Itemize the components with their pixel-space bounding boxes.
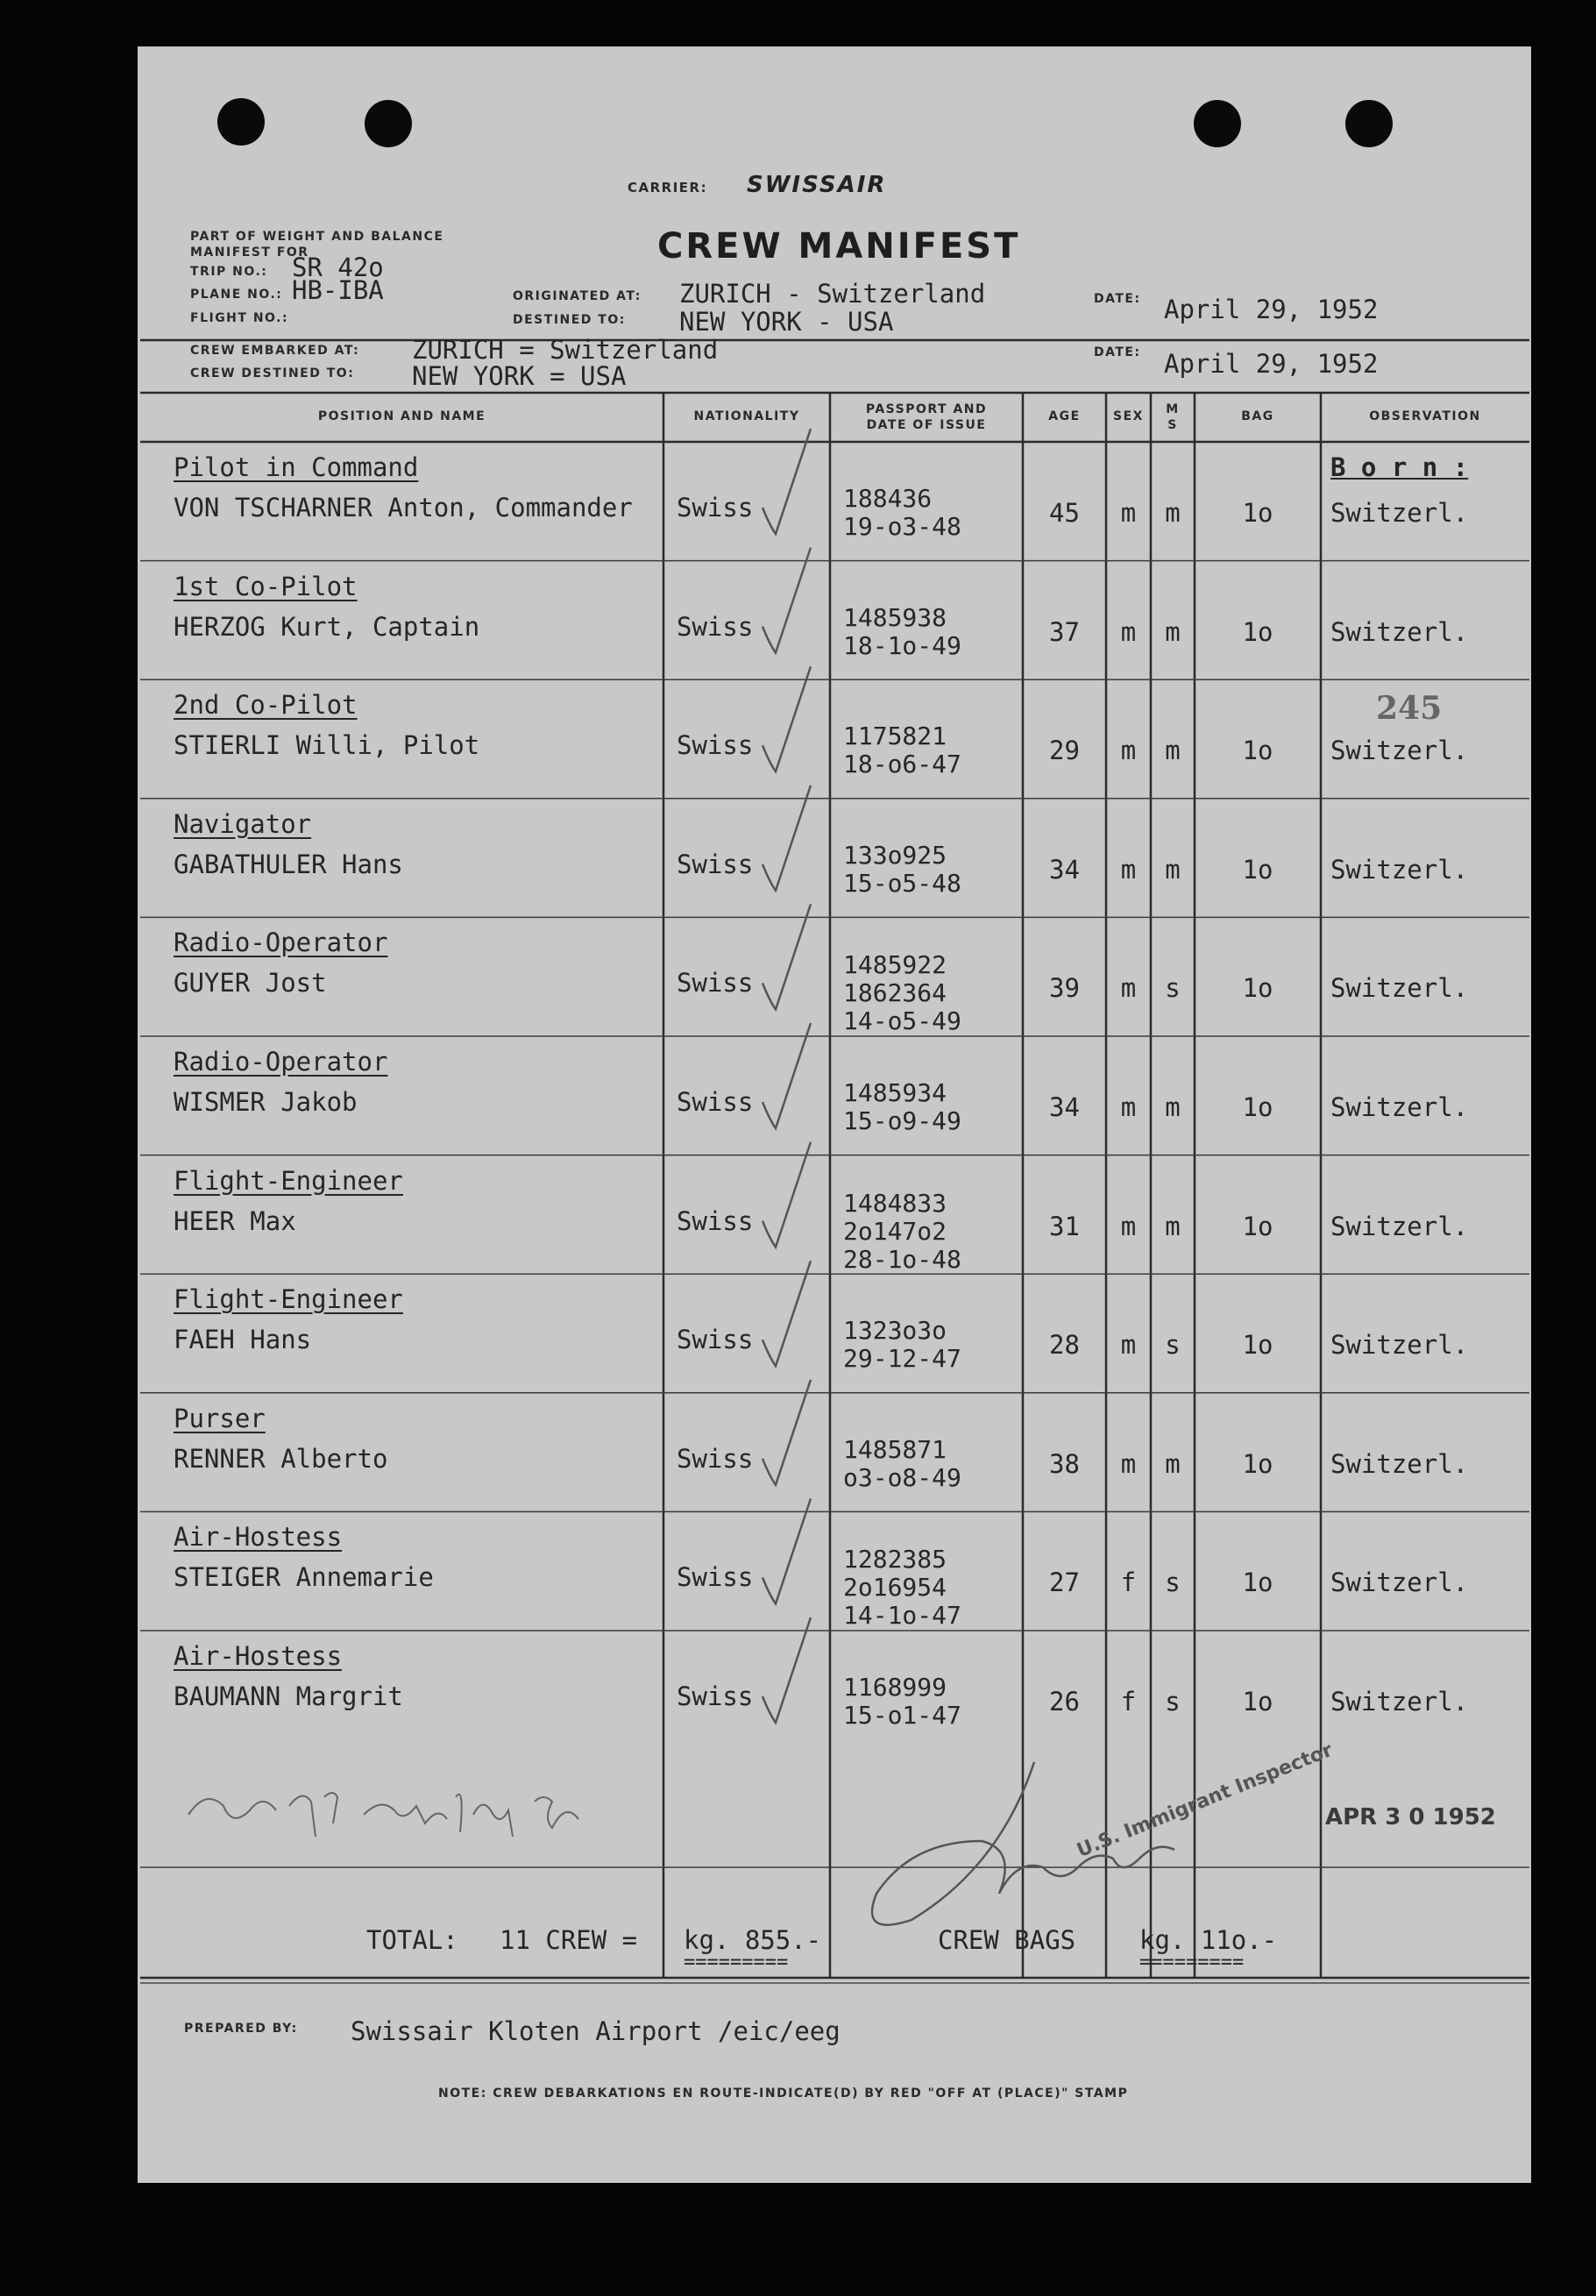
crew-passport-line: o3-o8-49 — [843, 1462, 961, 1492]
crew-passport-line: 1485871 — [843, 1434, 947, 1464]
crew-position: Purser — [174, 1403, 266, 1433]
prepared-label: PREPARED BY: — [184, 2022, 298, 2036]
crew-passport-line: 188436 — [843, 484, 933, 513]
crew-passport-line: 1282385 — [843, 1545, 947, 1575]
immigrant-stamp: U.S. Immigrant Inspector — [1074, 1739, 1337, 1863]
crew-sex: m — [1120, 1330, 1137, 1361]
crew-bags-label: CREW BAGS — [938, 1925, 1076, 1955]
crew-bag: 1o — [1242, 616, 1273, 647]
crew-bag: 1o — [1242, 1567, 1273, 1598]
crew-embarked-value: ZURICH = Switzerland — [412, 335, 719, 365]
crew-position: Air-Hostess — [174, 1641, 343, 1671]
crew-bag: 1o — [1242, 1092, 1273, 1122]
crew-age: 29 — [1049, 736, 1080, 766]
crew-position: Radio-Operator — [174, 928, 388, 958]
crew-observation: Switzerl. — [1330, 616, 1469, 647]
crew-passport-line: 133o925 — [843, 840, 947, 870]
plane-value: HB-IBA — [292, 275, 384, 305]
col-position: POSITION AND NAME — [317, 409, 486, 423]
crew-position: Air-Hostess — [174, 1522, 343, 1553]
prepared-value: Swissair Kloten Airport /eic/eeg — [351, 2016, 841, 2046]
crew-name: FAEH Hans — [174, 1325, 312, 1355]
crew-sex: m — [1120, 736, 1137, 766]
crew-sex: f — [1120, 1567, 1137, 1598]
crew-nationality: Swiss — [677, 1087, 754, 1117]
crew-bag: 1o — [1242, 973, 1273, 1004]
col-age: AGE — [1048, 409, 1081, 423]
total-crew: 11 CREW = — [500, 1925, 638, 1955]
crew-observation: Switzerl. — [1330, 973, 1469, 1004]
crew-passport-line: 2o16954 — [843, 1573, 947, 1603]
inspector-signature — [872, 1762, 1174, 1925]
carrier-label: CARRIER: — [628, 180, 708, 195]
crew-marital: s — [1165, 1687, 1181, 1717]
crew-passport-line: 1323o3o — [843, 1316, 947, 1346]
crew-observation-note: B o r n : — [1330, 452, 1469, 482]
total-kg: kg. 855.- — [684, 1925, 822, 1955]
col-observation: OBSERVATION — [1369, 409, 1481, 423]
crew-name: VON TSCHARNER Anton, Commander — [174, 493, 633, 522]
crew-position: 2nd Co-Pilot — [174, 690, 358, 721]
crew-sex: m — [1120, 1448, 1137, 1479]
crew-passport-line: 1485922 — [843, 950, 947, 980]
page-title: CREW MANIFEST — [657, 226, 1021, 267]
col-ms-l1: M — [1166, 402, 1180, 416]
crew-observation: Switzerl. — [1330, 1330, 1469, 1361]
crew-name: STIERLI Willi, Pilot — [174, 730, 480, 761]
crew-passport-line: 15-o9-49 — [843, 1106, 961, 1135]
crew-name: WISMER Jakob — [174, 1087, 358, 1117]
date-value: April 29, 1952 — [1164, 295, 1379, 324]
crew-marital: m — [1165, 854, 1181, 885]
crew-name: BAUMANN Margrit — [174, 1681, 403, 1711]
crew-nationality: Swiss — [677, 1443, 754, 1474]
crew-age: 28 — [1049, 1330, 1080, 1361]
footer-note: NOTE: CREW DEBARKATIONS EN ROUTE-INDICATE(D) BY RED "OFF AT (PLACE)" STAMP — [438, 2086, 1129, 2101]
crew-bag: 1o — [1242, 854, 1273, 885]
handwritten-note — [188, 1793, 578, 1837]
crew-nationality: Swiss — [677, 611, 754, 642]
crew-passport-line: 28-1o-48 — [843, 1244, 961, 1274]
crew-position: 1st Co-Pilot — [174, 571, 358, 601]
manifest-for-label: MANIFEST FOR — [190, 245, 309, 259]
crew-bag: 1o — [1242, 1687, 1273, 1717]
crew-sex: m — [1120, 973, 1137, 1004]
crew-age: 38 — [1049, 1448, 1080, 1479]
crew-bag: 1o — [1242, 1448, 1273, 1479]
crew-observation: Switzerl. — [1330, 1092, 1469, 1122]
crew-marital: m — [1165, 1092, 1181, 1122]
crew-marital: s — [1165, 973, 1181, 1004]
crew-passport-line: 1175821 — [843, 721, 947, 751]
total-label: TOTAL: — [366, 1925, 458, 1955]
crew-bags-kg: kg. 11o.- — [1139, 1925, 1278, 1955]
crew-age: 34 — [1049, 854, 1080, 885]
crew-observation-note: 245 — [1376, 690, 1443, 728]
crew-observation: Switzerl. — [1330, 498, 1469, 528]
part-of-label: PART OF WEIGHT AND BALANCE — [190, 230, 444, 244]
crew-marital: m — [1165, 616, 1181, 647]
crew-passport-line: 1168999 — [843, 1673, 947, 1702]
crew-passport-line: 14-o5-49 — [843, 1006, 961, 1036]
col-sex: SEX — [1113, 409, 1144, 423]
crew-age: 26 — [1049, 1687, 1080, 1717]
crew-name: HEER Max — [174, 1205, 296, 1236]
crew-sex: m — [1120, 616, 1137, 647]
crew-bag: 1o — [1242, 736, 1273, 766]
crew-position: Pilot in Command — [174, 452, 419, 482]
crew-observation: Switzerl. — [1330, 1567, 1469, 1598]
crew-passport-line: 1485938 — [843, 602, 947, 632]
crew-passport-line: 15-o5-48 — [843, 868, 961, 898]
crew-sex: m — [1120, 1211, 1137, 1241]
crew-name: GABATHULER Hans — [174, 849, 403, 879]
crew-destined-value: NEW YORK = USA — [412, 361, 627, 391]
crew-name: GUYER Jost — [174, 968, 327, 999]
crew-bag: 1o — [1242, 1330, 1273, 1361]
crew-destined-label: CREW DESTINED TO: — [190, 366, 355, 380]
crew-position: Flight-Engineer — [174, 1165, 403, 1196]
col-passport-l2: DATE OF ISSUE — [866, 418, 987, 432]
crew-bags-underline: ========= — [1139, 1951, 1245, 1973]
crew-observation: Switzerl. — [1330, 1448, 1469, 1479]
crew-marital: s — [1165, 1567, 1181, 1598]
crew-age: 31 — [1049, 1211, 1080, 1241]
crew-marital: m — [1165, 498, 1181, 528]
crew-position: Flight-Engineer — [174, 1284, 403, 1315]
crew-sex: f — [1120, 1687, 1137, 1717]
crew-sex: m — [1120, 498, 1137, 528]
crew-position: Radio-Operator — [174, 1047, 388, 1077]
crew-sex: m — [1120, 1092, 1137, 1122]
crew-observation: Switzerl. — [1330, 1687, 1469, 1717]
carrier-logo: SWISSAIR — [747, 172, 887, 198]
crew-passport-line: 18-o6-47 — [843, 750, 961, 779]
plane-label: PLANE NO.: — [190, 288, 283, 302]
crew-passport-line: 2o147o2 — [843, 1216, 947, 1246]
col-bag: BAG — [1241, 409, 1274, 423]
crew-nationality: Swiss — [677, 493, 754, 522]
crew-observation: Switzerl. — [1330, 1211, 1469, 1241]
col-ms-l2: S — [1167, 418, 1178, 432]
crew-marital: m — [1165, 1448, 1181, 1479]
crew-age: 34 — [1049, 1092, 1080, 1122]
crew-nationality: Swiss — [677, 1562, 754, 1593]
originated-label: ORIGINATED AT: — [513, 289, 642, 303]
crew-observation: Switzerl. — [1330, 854, 1469, 885]
crew-nationality: Swiss — [677, 1205, 754, 1236]
crew-position: Navigator — [174, 808, 312, 839]
trip-label: TRIP NO.: — [190, 265, 268, 279]
crew-age: 45 — [1049, 498, 1080, 528]
crew-nationality: Swiss — [677, 1325, 754, 1355]
destined-label: DESTINED TO: — [513, 313, 626, 327]
crew-passport-line: 29-12-47 — [843, 1344, 961, 1374]
date2-label: DATE: — [1094, 345, 1141, 359]
crew-passport-line: 15-o1-47 — [843, 1701, 961, 1730]
crew-marital: m — [1165, 736, 1181, 766]
col-passport-l1: PASSPORT AND — [865, 402, 988, 416]
crew-sex: m — [1120, 854, 1137, 885]
stamp-date: APR 3 0 1952 — [1325, 1804, 1496, 1830]
crew-age: 37 — [1049, 616, 1080, 647]
destined-value: NEW YORK - USA — [679, 307, 894, 337]
col-nationality: NATIONALITY — [693, 409, 800, 423]
crew-passport-line: 18-1o-49 — [843, 630, 961, 660]
crew-passport-line: 1485934 — [843, 1078, 947, 1107]
crew-marital: m — [1165, 1211, 1181, 1241]
crew-passport-line: 1484833 — [843, 1188, 947, 1218]
crew-name: RENNER Alberto — [174, 1443, 388, 1474]
flight-label: FLIGHT NO.: — [190, 311, 289, 325]
crew-bag: 1o — [1242, 498, 1273, 528]
crew-name: HERZOG Kurt, Captain — [174, 611, 480, 642]
date-label: DATE: — [1094, 292, 1141, 306]
total-kg-underline: ========= — [684, 1951, 789, 1973]
crew-embarked-label: CREW EMBARKED AT: — [190, 344, 360, 358]
crew-marital: s — [1165, 1330, 1181, 1361]
crew-name: STEIGER Annemarie — [174, 1562, 434, 1593]
crew-passport-line: 1862364 — [843, 978, 947, 1008]
crew-passport-line: 19-o3-48 — [843, 512, 961, 541]
crew-age: 39 — [1049, 973, 1080, 1004]
crew-age: 27 — [1049, 1567, 1080, 1598]
crew-bag: 1o — [1242, 1211, 1273, 1241]
crew-passport-line: 14-1o-47 — [843, 1601, 961, 1631]
crew-nationality: Swiss — [677, 1681, 754, 1711]
crew-nationality: Swiss — [677, 730, 754, 761]
crew-nationality: Swiss — [677, 968, 754, 999]
crew-observation: Switzerl. — [1330, 736, 1469, 766]
originated-value: ZURICH - Switzerland — [679, 279, 986, 309]
date2-value: April 29, 1952 — [1164, 349, 1379, 379]
trip-value: SR 42o — [292, 252, 384, 282]
crew-nationality: Swiss — [677, 849, 754, 879]
